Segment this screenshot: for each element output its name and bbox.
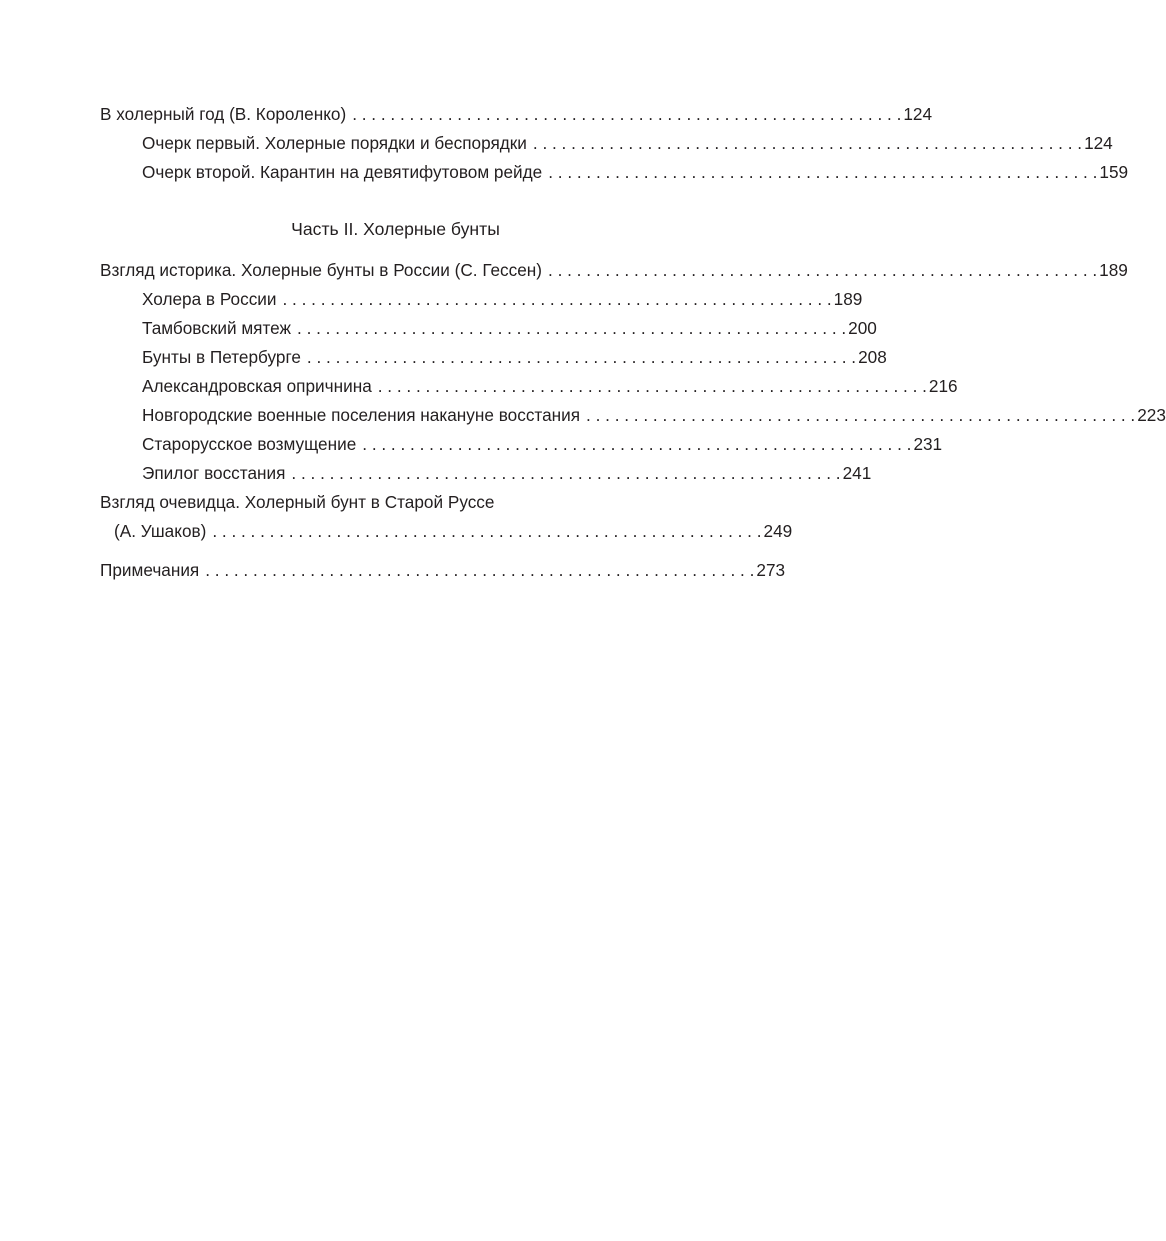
leader-dots: . . . . . . . . . . . . . . . . . . . . . . . . . . . . . . . . . . . . . . . . . . . . . . . . . . . . . . . . . . — [548, 260, 1098, 280]
toc-subentry[interactable] — [100, 285, 863, 314]
toc-page-number: 231 — [913, 434, 943, 454]
toc-page-number: 216 — [928, 376, 958, 396]
toc-entry-title: Холера в России — [142, 289, 277, 309]
toc-page-number: 124 — [903, 104, 933, 124]
leader-dots: . . . . . . . . . . . . . . . . . . . . . . . . . . . . . . . . . . . . . . . . . . . . . . . . . . . . . . . . . . — [548, 162, 1098, 182]
toc-entry-title: Старорусское возмущение — [142, 434, 357, 454]
toc-page-number: 200 — [848, 318, 877, 338]
toc-subentry[interactable] — [100, 129, 1113, 158]
leader-dots: . . . . . . . . . . . . . . . . . . . . . . . . . . . . . . . . . . . . . . . . . . . . . . . . . . . . . . . . . . — [362, 434, 912, 454]
toc-entry-title: Очерк первый. Холерные порядки и беспорядки — [142, 133, 527, 153]
toc-page-number: 273 — [756, 560, 786, 580]
toc-entry-title: Бунты в Петербурге — [142, 347, 301, 367]
toc-entry[interactable] — [100, 488, 691, 517]
toc-entry[interactable] — [100, 256, 1128, 285]
toc-subentry[interactable] — [100, 430, 943, 459]
leader-dots: . . . . . . . . . . . . . . . . . . . . . . . . . . . . . . . . . . . . . . . . . . . . . . . . . . . . . . . . . . — [352, 104, 902, 124]
toc-entry-title: Тамбовский мятеж — [142, 318, 292, 338]
toc-page-number: 208 — [858, 347, 887, 367]
toc-entry-title: Эпилог восстания — [142, 463, 286, 483]
toc-page-number: 223 — [1137, 405, 1166, 425]
toc-entry-title: Новгородские военные поселения накануне восстания — [142, 405, 581, 425]
toc-page-number: 124 — [1084, 133, 1113, 153]
toc-page-number: 189 — [1099, 260, 1128, 280]
toc-entry-title: Взгляд очевидца. Холерный бунт в Старой Руссе — [100, 492, 495, 512]
toc-page-number: 189 — [833, 289, 863, 309]
toc-entry-title: Очерк второй. Карантин на девятифутовом рейде — [142, 162, 543, 182]
toc-subentry[interactable] — [100, 459, 872, 488]
toc-entry[interactable] — [100, 556, 786, 585]
leader-dots: . . . . . . . . . . . . . . . . . . . . . . . . . . . . . . . . . . . . . . . . . . . . . . . . . . . . . . . . . . — [532, 133, 1083, 153]
toc-page-number: 249 — [763, 521, 793, 541]
toc-entry[interactable] — [100, 100, 933, 129]
leader-dots: . . . . . . . . . . . . . . . . . . . . . . . . . . . . . . . . . . . . . . . . . . . . . . . . . . . . . . . . . . — [282, 289, 832, 309]
leader-dots: . . . . . . . . . . . . . . . . . . . . . . . . . . . . . . . . . . . . . . . . . . . . . . . . . . . . . . . . . . — [377, 376, 927, 396]
toc-entry-continuation[interactable] — [100, 517, 793, 546]
toc-page-number: 241 — [842, 463, 872, 483]
leader-dots: . . . . . . . . . . . . . . . . . . . . . . . . . . . . . . . . . . . . . . . . . . . . . . . . . . . . . . . . . . — [291, 463, 841, 483]
toc-subentry[interactable] — [100, 158, 1129, 187]
toc-page-number: 159 — [1099, 162, 1129, 182]
toc-entry-title: Взгляд историка. Холерные бунты в России (С. Гессен) — [100, 260, 543, 280]
toc-entry-title: Примечания — [100, 560, 200, 580]
toc-entry-title: Александровская опричнина — [142, 376, 372, 396]
part-heading: Часть II. Холерные бунты — [291, 219, 500, 239]
toc-subentry[interactable] — [100, 343, 887, 372]
leader-dots: . . . . . . . . . . . . . . . . . . . . . . . . . . . . . . . . . . . . . . . . . . . . . . . . . . . . . . . . . . — [586, 405, 1136, 425]
leader-dots: . . . . . . . . . . . . . . . . . . . . . . . . . . . . . . . . . . . . . . . . . . . . . . . . . . . . . . . . . . — [205, 560, 755, 580]
leader-dots: . . . . . . . . . . . . . . . . . . . . . . . . . . . . . . . . . . . . . . . . . . . . . . . . . . . . . . . . . . — [297, 318, 847, 338]
toc-entry-title: (А. Ушаков) — [114, 521, 207, 541]
leader-dots: . . . . . . . . . . . . . . . . . . . . . . . . . . . . . . . . . . . . . . . . . . . . . . . . . . . . . . . . . . — [306, 347, 857, 367]
toc-subentry[interactable] — [100, 372, 958, 401]
leader-dots: . . . . . . . . . . . . . . . . . . . . . . . . . . . . . . . . . . . . . . . . . . . . . . . . . . . . . . . . . . — [212, 521, 762, 541]
toc-entry-title: В холерный год (В. Короленко) — [100, 104, 347, 124]
toc-subentry[interactable] — [100, 314, 877, 343]
toc-subentry[interactable] — [100, 401, 1166, 430]
table-of-contents — [100, 100, 1166, 585]
